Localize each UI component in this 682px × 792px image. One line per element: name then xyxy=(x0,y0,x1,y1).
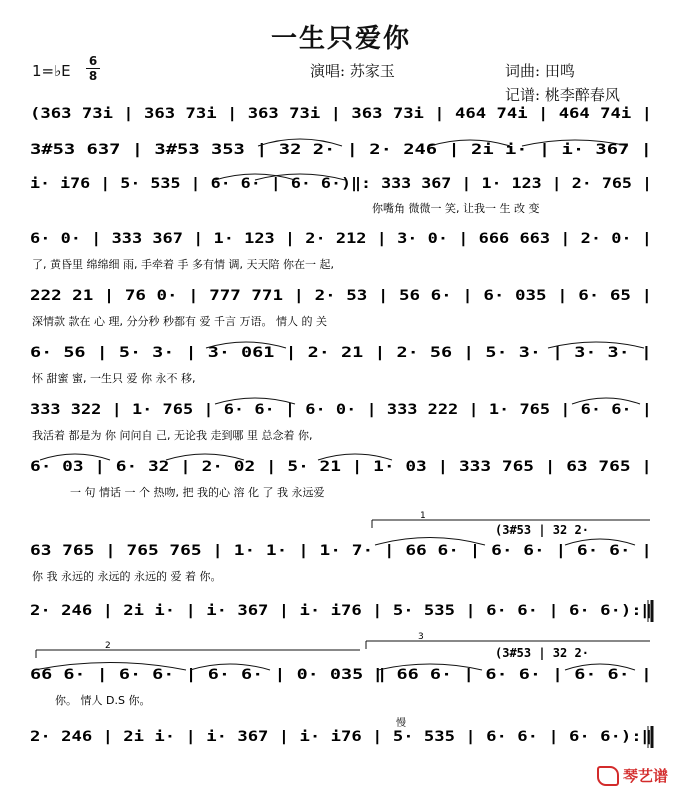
intro-fragment-2: (3#53 | 32 2· xyxy=(495,646,589,660)
lyric-rows xyxy=(32,201,539,707)
lyric-row-5: 我活着 都是为 你 问问自 己, 无论我 走到哪 里 总念着 你, xyxy=(32,429,313,442)
key-signature: 1=♭E xyxy=(32,62,71,80)
brand-logo xyxy=(597,765,668,787)
lyric-row-3: 深情款 款在 心 理, 分分秒 秒都有 爱 千言 万语。 情人 的 关 xyxy=(32,315,327,328)
music-row-2: 3#53 637 | 3#53 353 | 32 2· | 2· 246 | 2i i· | i· 367 | xyxy=(30,142,652,158)
time-signature-bottom: 8 xyxy=(88,69,98,83)
music-row-7: 333 322 | 1· 765 | 6· 6· | 6· 0· | 333 222 | 1· 765 | 6· 6· | xyxy=(30,402,652,418)
music-row-4: 6· 0· | 333 367 | 1· 123 | 2· 212 | 3· 0· | 666 663 | 2· 0· | xyxy=(30,231,652,247)
lyricist-label: 词曲: xyxy=(505,62,541,80)
time-signature-top: 6 xyxy=(88,54,98,68)
singer-label: 演唱: xyxy=(310,62,346,80)
music-row-11: 66 6· | 6· 6· | 6· 6· | 0· 035 ‖ 66 6· | 6· 6· | 6· 6· | xyxy=(30,667,652,683)
music-row-5: 222 21 | 76 0· | 777 771 | 2· 53 | 56 6· | 6· 035 | 6· 65 | xyxy=(30,288,652,304)
lyric-row-4: 怀 甜蜜 蜜, 一生只 爱 你 永不 移, xyxy=(32,372,196,385)
lyric-row-2: 了, 黄昏里 绵绵细 雨, 手牵着 手 多有情 调, 天天陪 你在一 起, xyxy=(32,258,334,271)
brand-logo-icon xyxy=(597,766,619,786)
transcriber-name: 桃李醉春风 xyxy=(544,86,620,104)
music-row-6: 6· 56 | 5· 3· | 3· 061 | 2· 21 | 2· 56 | 5· 3· | 3· 3· | xyxy=(30,345,652,361)
music-row-1: (363 73i | 363 73i | 363 73i | 363 73i | 464 74i | 464 74i | xyxy=(30,106,652,122)
music-row-3: i· i76 | 5· 535 | 6· 6· | 6· 6·)‖: 333 367 | 1· 123 | 2· 765 | xyxy=(30,176,652,192)
music-row-10: 2· 246 | 2i i· | i· 367 | i· i76 | 5· 535 | 6· 6· | 6· 6·):‖ xyxy=(30,603,652,619)
brand-name: 琴艺谱 xyxy=(622,766,668,785)
transcriber-label: 记谱: xyxy=(505,86,541,104)
lyric-row-7: 你 我 永远的 永远的 永远的 爱 着 你。 xyxy=(32,570,222,583)
lyric-row-8: 你。 情人 D.S 你。 xyxy=(55,694,151,707)
lyric-row-1: 你嘴角 微微一 笑, 让我一 生 改 变 xyxy=(372,202,540,215)
song-title: 一生只爱你 xyxy=(270,24,411,54)
music-row-8: 6· 03 | 6· 32 | 2· 02 | 5· 21 | 1· 03 | 333 765 | 63 765 | xyxy=(30,459,652,475)
music-row-9: 63 765 | 765 765 | 1· 1· | 1· 7· | 66 6· | 6· 6· | 6· 6· | xyxy=(30,543,652,559)
lyricist-name: 田鸣 xyxy=(544,62,575,80)
singer-name: 苏家玉 xyxy=(349,62,395,80)
music-row-12: 2· 246 | 2i i· | i· 367 | i· i76 | 5· 535 | 6· 6· | 6· 6·):‖ xyxy=(30,729,652,745)
lyric-row-6: 一 句 情话 一 个 热吻, 把 我的心 溶 化 了 我 永远爱 xyxy=(70,486,325,499)
ending-number-2: 2 xyxy=(105,641,111,651)
ending-number-3: 3 xyxy=(418,632,424,642)
intro-fragment-1: (3#53 | 32 2· xyxy=(495,523,589,537)
tempo-mark: 慢 xyxy=(396,718,406,729)
ending-number-1: 1 xyxy=(420,511,426,521)
